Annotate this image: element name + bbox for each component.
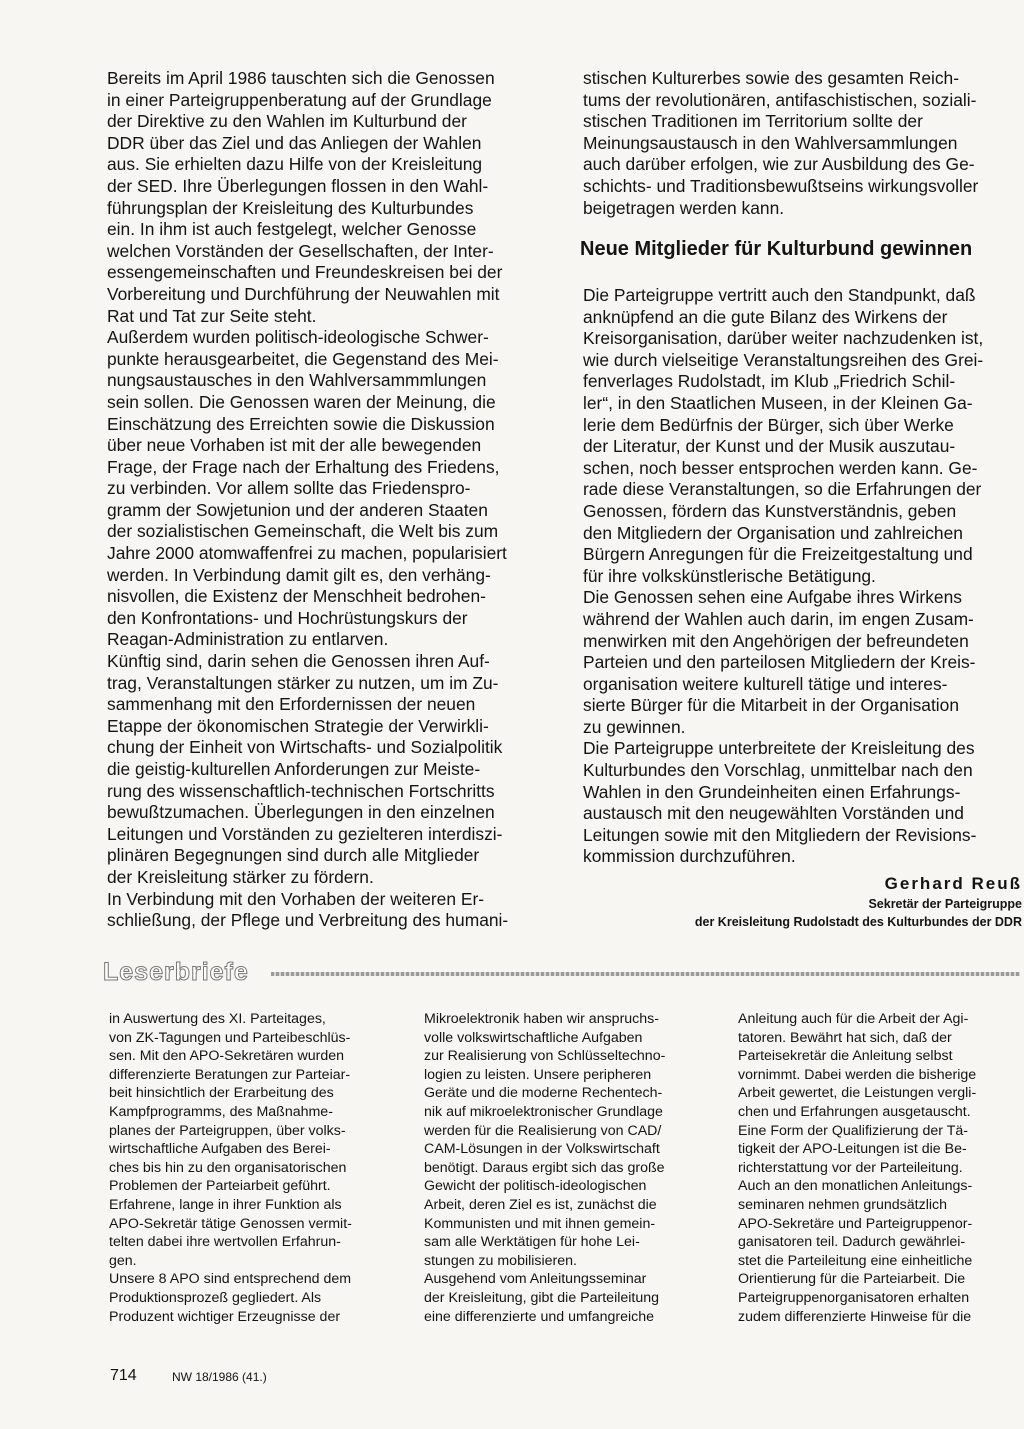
text-line: Leitungen und Vorständen zu gezielteren interdiszi- bbox=[107, 823, 503, 844]
text-line: volle volkswirtschaftliche Aufgaben bbox=[424, 1029, 643, 1046]
text-line: bewußtzumachen. Überlegungen in den einzelnen bbox=[107, 802, 495, 823]
text-line: tatoren. Bewährt hat sich, daß der bbox=[738, 1029, 952, 1046]
text-line: Geräte und die moderne Rechentech- bbox=[424, 1085, 663, 1102]
text-line: richterstattung vor der Parteileitung. bbox=[738, 1159, 963, 1176]
text-line: Eine Form der Qualifizierung der Tä- bbox=[738, 1122, 968, 1139]
text-line: Kommunisten und mit ihnen gemein- bbox=[424, 1215, 656, 1232]
text-line: auch darüber erfolgen, wie zur Ausbildung des Ge- bbox=[583, 154, 975, 175]
text-line: für ihre volkskünstlerische Betätigung. bbox=[583, 565, 876, 586]
text-line: CAM-Lösungen in der Volkswirtschaft bbox=[424, 1141, 660, 1158]
text-line: Parteigruppenorganisatoren erhalten bbox=[738, 1289, 970, 1306]
text-line: stischen Traditionen im Territorium sollte der bbox=[583, 111, 923, 132]
text-line: stet die Parteileitung eine einheitliche bbox=[738, 1252, 973, 1269]
text-line: Jahre 2000 atomwaffenfrei zu machen, popularisiert bbox=[107, 543, 507, 564]
text-line: schichts- und Traditionsbewußtseins wirkungsvoller bbox=[583, 175, 979, 196]
text-line: Mikroelektronik haben wir anspruchs- bbox=[424, 1011, 659, 1027]
text-line: Einschätzung des Erreichten sowie die Diskussion bbox=[107, 413, 495, 434]
text-line: telten dabei ihre wertvollen Erfahrun- bbox=[109, 1234, 341, 1251]
text-line: ganisatoren teil. Dadurch gewährlei- bbox=[738, 1234, 966, 1251]
text-line: sammenhang mit den Erfordernissen der neuen bbox=[107, 694, 476, 715]
letters-column-2 bbox=[424, 1010, 718, 1326]
text-line: rung des wissenschaftlich-technischen Fortschritts bbox=[107, 780, 495, 801]
text-line: über neue Vorhaben ist mit der alle bewegenden bbox=[107, 435, 482, 456]
text-line: Meinungsaustausch in den Wahlversammlungen bbox=[583, 132, 958, 153]
text-line: Leitungen sowie mit den Mitgliedern der Revisions- bbox=[583, 824, 977, 845]
text-line: Rat und Tat zur Seite steht. bbox=[107, 305, 317, 326]
text-line: tums der revolutionären, antifaschistischen, soziali- bbox=[583, 89, 977, 110]
text-line: der Kreisleitung stärker zu fördern. bbox=[107, 866, 374, 887]
text-line: sein sollen. Die Genossen waren der Meinung, die bbox=[107, 391, 496, 412]
section-label: Leserbriefe bbox=[103, 958, 249, 986]
text-line: ler“, in den Staatlichen Museen, in der Kleinen Ga- bbox=[583, 392, 973, 413]
text-line: differenzierte Beratungen zur Parteiar- bbox=[109, 1066, 351, 1083]
text-line: schließung, der Pflege und Verbreitung des humani- bbox=[107, 910, 509, 931]
text-line: Bürgern Anregungen für die Freizeitgestaltung und bbox=[583, 544, 973, 565]
text-line: Unsere 8 APO sind entsprechend dem bbox=[109, 1271, 352, 1288]
text-line: vornimmt. Dabei werden die bisherige bbox=[738, 1066, 977, 1083]
text-line: wirtschaftliche Aufgaben des Berei- bbox=[109, 1141, 331, 1158]
text-line: menwirken mit den Angehörigen der befreundeten bbox=[583, 630, 969, 651]
text-line: Genossen, fördern das Kunstverständnis, geben bbox=[583, 500, 957, 521]
text-line: der sozialistischen Gemeinschaft, die Welt bis zum bbox=[107, 521, 499, 542]
text-line: zudem differenzierte Hinweise für die bbox=[738, 1308, 972, 1325]
text-line: chen und Erfahrungen ausgetauscht. bbox=[738, 1103, 971, 1120]
letters-column-3 bbox=[738, 1010, 1024, 1326]
text-line: der Kreisleitung, gibt die Parteileitung bbox=[424, 1289, 660, 1306]
text-line: Vorbereitung und Durchführung der Neuwahlen mit bbox=[107, 283, 500, 304]
text-line: wie durch vielseitige Veranstaltungsreihen des Grei- bbox=[583, 349, 984, 370]
text-line: Produzent wichtiger Erzeugnisse der bbox=[109, 1308, 341, 1325]
text-line: Erfahrene, lange in ihrer Funktion als bbox=[109, 1196, 342, 1213]
text-line: Wahlen in den Grundeinheiten einen Erfahrungs- bbox=[583, 781, 961, 802]
text-line: den Konfrontations- und Hochrüstungskurs der bbox=[107, 607, 468, 628]
text-line: chung der Einheit von Wirtschafts- und Sozialpolitik bbox=[107, 737, 503, 758]
text-line: nisvollen, die Existenz der Menschheit bedrohen- bbox=[107, 586, 486, 607]
text-line: Ausgehend vom Anleitungsseminar bbox=[424, 1271, 647, 1288]
text-line: werden für die Realisierung von CAD/ bbox=[424, 1122, 662, 1139]
text-line: anknüpfend an die gute Bilanz des Wirkens der bbox=[583, 306, 948, 327]
page-number: 714 bbox=[110, 1367, 137, 1384]
author-role-line-2: der Kreisleitung Rudolstadt des Kulturbundes der DDR bbox=[694, 915, 1022, 929]
text-line: kommission durchzuführen. bbox=[583, 846, 796, 867]
text-line: plinären Begegnungen sind durch alle Mitglieder bbox=[107, 845, 480, 866]
text-line: die geistig-kulturellen Anforderungen zur Meiste- bbox=[107, 759, 481, 779]
text-line: in einer Parteigruppenberatung auf der Grundlage bbox=[107, 89, 492, 110]
text-line: während der Wahlen auch darin, im engen Zusam- bbox=[583, 608, 974, 629]
article-column-2-top bbox=[583, 68, 1020, 219]
text-line: Die Genossen sehen eine Aufgabe ihres Wirkens bbox=[583, 587, 962, 608]
text-line: planes der Parteigruppen, über volks- bbox=[109, 1122, 346, 1139]
text-line: Die Parteigruppe vertritt auch den Standpunkt, daß bbox=[583, 285, 976, 305]
text-line: der Literatur, der Kunst und der Musik auszutau- bbox=[583, 436, 956, 457]
text-line: seminaren nehmen grundsätzlich bbox=[738, 1196, 947, 1213]
text-line: rade diese Veranstaltungen, so die Erfahrungen der bbox=[583, 479, 982, 500]
text-line: logien zu leisten. Unsere peripheren bbox=[424, 1066, 652, 1083]
text-line: der Direktive zu den Wahlen im Kulturbund der bbox=[107, 111, 467, 132]
text-line: beigetragen werden kann. bbox=[583, 197, 785, 218]
article-subheading: Neue Mitglieder für Kulturbund gewinnen bbox=[580, 238, 973, 260]
text-line: punkte herausgearbeitet, die Gegenstand des Mei- bbox=[107, 348, 499, 369]
text-line: Frage, der Frage nach der Erhaltung des Friedens, bbox=[107, 456, 500, 477]
section-header bbox=[103, 958, 1020, 988]
text-line: trag, Veranstaltungen stärker zu nutzen, um im Zu- bbox=[107, 672, 499, 693]
text-line: zu verbinden. Vor allem sollte das Friedenspro- bbox=[107, 478, 471, 499]
text-line: sierte Bürger für die Mitarbeit in der Organisation bbox=[583, 695, 960, 716]
text-line: zu gewinnen. bbox=[583, 716, 686, 737]
text-line: Bereits im April 1986 tauschten sich die Genossen bbox=[107, 68, 495, 88]
text-line: eine differenzierte und umfangreiche bbox=[424, 1308, 655, 1325]
text-line: Parteien und den parteilosen Mitgliedern der Kreis- bbox=[583, 652, 976, 673]
issue-reference: NW 18/1986 (41.) bbox=[172, 1370, 267, 1384]
author-role-line-1: Sekretär der Parteigruppe bbox=[868, 897, 1022, 911]
text-line: werden. In Verbindung damit gilt es, den verhäng- bbox=[107, 564, 491, 585]
text-line: in Auswertung des XI. Parteitages, bbox=[109, 1011, 326, 1027]
text-line: Kulturbundes den Vorschlag, unmittelbar nach den bbox=[583, 760, 973, 781]
text-line: Auch an den monatlichen Anleitungs- bbox=[738, 1178, 973, 1195]
text-line: Kampfprogramms, des Maßnahme- bbox=[109, 1103, 333, 1120]
text-line: Außerdem wurden politisch-ideologische Schwer- bbox=[107, 327, 489, 348]
article-signature bbox=[695, 873, 1022, 931]
text-line: Orientierung für die Parteiarbeit. Die bbox=[738, 1271, 966, 1288]
text-line: stischen Kulturerbes sowie des gesamten Reich- bbox=[583, 68, 960, 88]
text-line: Kreisorganisation, darüber weiter nachzudenken ist, bbox=[583, 328, 984, 349]
text-line: Arbeit, deren Ziel es ist, zunächst die bbox=[424, 1196, 657, 1213]
text-line: stungen zu mobilisieren. bbox=[424, 1252, 577, 1269]
text-line: aus. Sie erhielten dazu Hilfe von der Kreisleitung bbox=[107, 154, 483, 175]
text-line: Arbeit gewertet, die Leistungen vergli- bbox=[738, 1085, 977, 1102]
text-line: ein. In ihm ist auch festgelegt, welcher Genosse bbox=[107, 219, 477, 240]
text-line: ches bis hin zu den organisatorischen bbox=[109, 1159, 347, 1176]
text-line: schen, noch besser entsprochen werden kann. Ge- bbox=[583, 457, 978, 478]
text-line: nungsaustausches in den Wahlversammmlungen bbox=[107, 370, 487, 391]
text-line: welchen Vorständen der Gesellschaften, der Inter- bbox=[107, 240, 494, 261]
text-line: Produktionsprozeß gegliedert. Als bbox=[109, 1289, 322, 1306]
text-line: der SED. Ihre Überlegungen flossen in den Wahl- bbox=[107, 175, 489, 196]
text-line: gen. bbox=[109, 1252, 137, 1269]
text-line: Die Parteigruppe unterbreitete der Kreisleitung des bbox=[583, 738, 975, 759]
text-line: Gewicht der politisch-ideologischen bbox=[424, 1178, 647, 1195]
text-line: von ZK-Tagungen und Parteibeschlüs- bbox=[109, 1029, 351, 1046]
author-name: Gerhard Reuß bbox=[884, 874, 1022, 893]
text-line: Etappe der ökonomischen Strategie der Verwirkli- bbox=[107, 715, 489, 736]
text-line: organisation weitere kulturell tätige und interes- bbox=[583, 673, 948, 694]
text-line: Problemen der Parteiarbeit geführt. bbox=[109, 1178, 331, 1195]
text-line: DDR über das Ziel und das Anliegen der Wahlen bbox=[107, 132, 482, 153]
text-line: APO-Sekretäre und Parteigruppenor- bbox=[738, 1215, 973, 1232]
text-line: Künftig sind, darin sehen die Genossen ihren Auf- bbox=[107, 651, 490, 672]
text-line: tigkeit der APO-Leitungen ist die Be- bbox=[738, 1141, 967, 1158]
text-line: gramm der Sowjetunion und der anderen Staaten bbox=[107, 499, 488, 520]
text-line: austausch mit den neugewählten Vorständen und bbox=[583, 803, 964, 824]
text-line: lerie dem Bedürfnis der Bürger, sich über Werke bbox=[583, 414, 954, 435]
text-line: Parteisekretär die Anleitung selbst bbox=[738, 1048, 953, 1065]
text-line: Anleitung auch für die Arbeit der Agi- bbox=[738, 1011, 969, 1027]
text-line: zur Realisierung von Schlüsseltechno- bbox=[424, 1048, 666, 1065]
section-divider bbox=[271, 972, 1020, 976]
article-column-2-body bbox=[583, 285, 1020, 868]
text-line: nik auf mikroelektronischer Grundlage bbox=[424, 1103, 663, 1120]
article-column-1 bbox=[107, 68, 553, 932]
text-line: Reagan-Administration zu entlarven. bbox=[107, 629, 389, 650]
letters-column-1 bbox=[109, 1010, 401, 1326]
text-line: beit hinsichtlich der Erarbeitung des bbox=[109, 1085, 334, 1102]
text-line: sam alle Werktätigen für hohe Lei- bbox=[424, 1234, 640, 1251]
text-line: benötigt. Daraus ergibt sich das große bbox=[424, 1159, 665, 1176]
text-line: führungsplan der Kreisleitung des Kulturbundes bbox=[107, 197, 474, 218]
text-line: In Verbindung mit den Vorhaben der weiteren Er- bbox=[107, 888, 485, 909]
text-line: fenverlages Rudolstadt, im Klub „Friedrich Schil- bbox=[583, 371, 956, 392]
text-line: sen. Mit den APO-Sekretären wurden bbox=[109, 1048, 345, 1065]
text-line: essengemeinschaften und Freundeskreisen bei der bbox=[107, 262, 503, 283]
text-line: APO-Sekretär tätige Genossen vermit- bbox=[109, 1215, 352, 1232]
text-line: den Mitgliedern der Organisation und zahlreichen bbox=[583, 522, 963, 543]
